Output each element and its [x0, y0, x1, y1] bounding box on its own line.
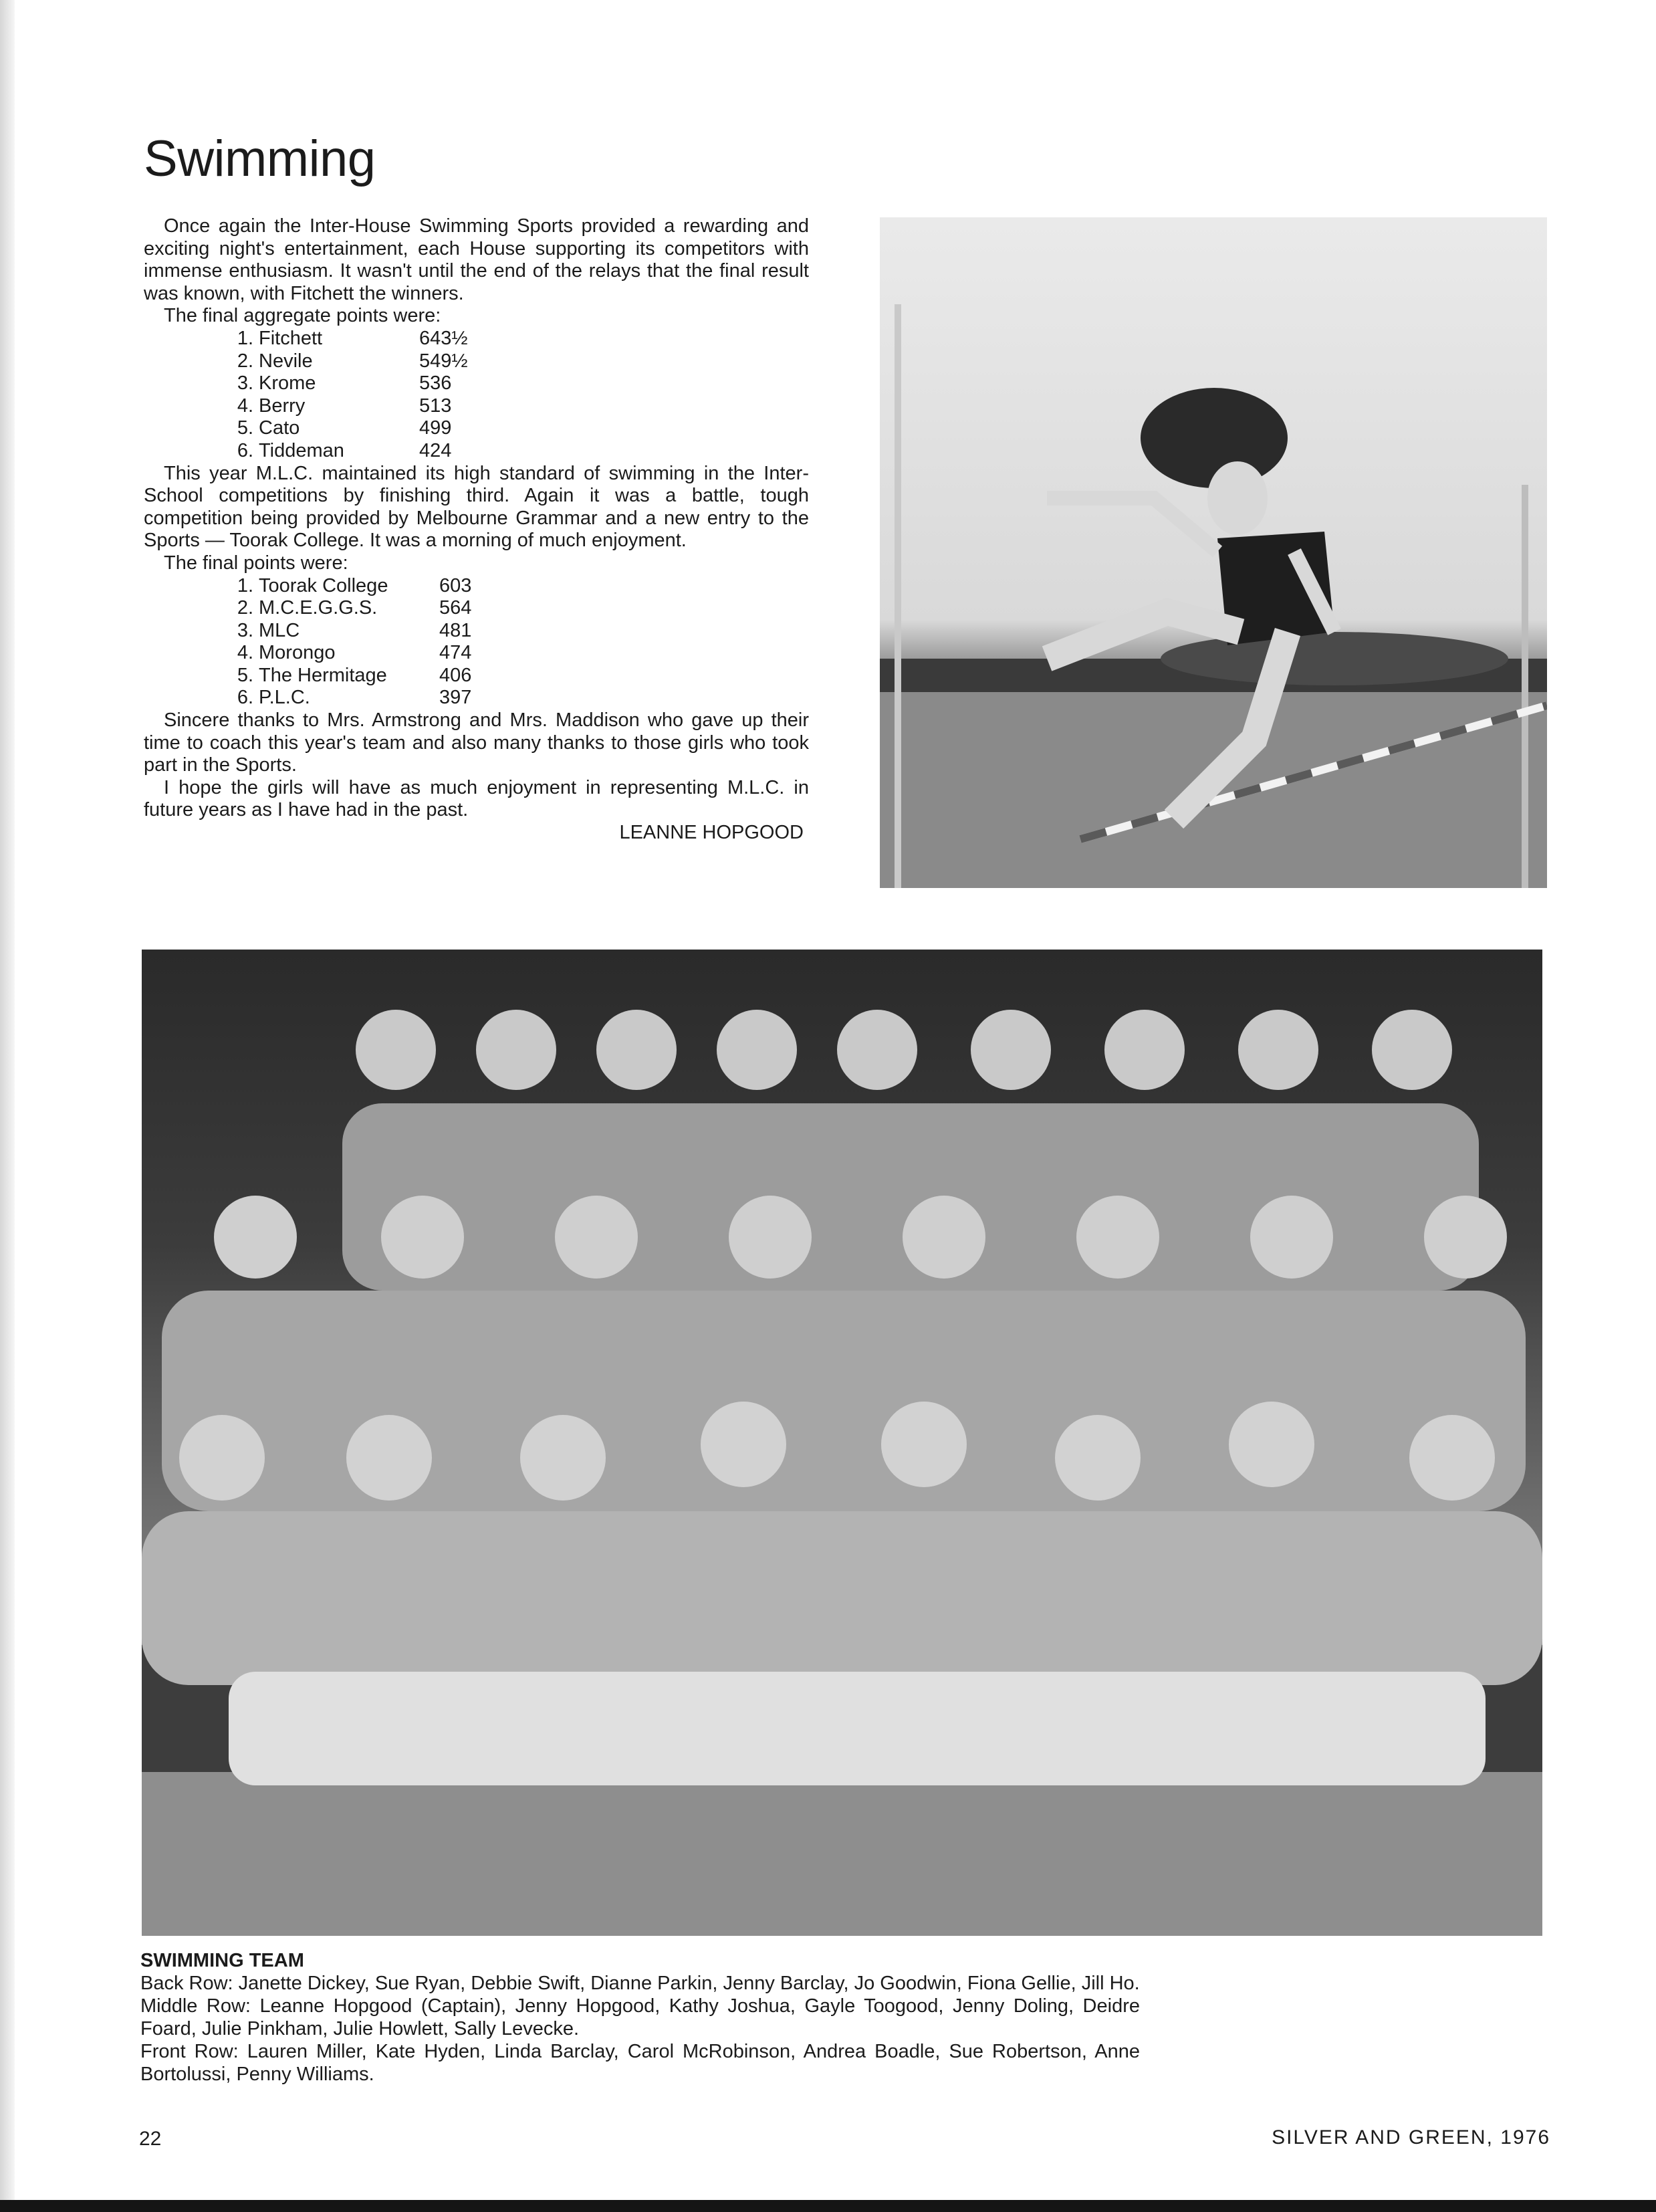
aggregate-intro: The final aggregate points were: [164, 305, 441, 327]
list-item: 5. Cato 499 [237, 417, 452, 439]
article-paragraph-4: I hope the girls will have as much enjoyment in representing M.L.C. in future years as I have had in the past. [144, 776, 809, 821]
list-item: 4. Berry 513 [237, 395, 452, 417]
swimming-team-photo [142, 950, 1542, 1936]
caption-middle-row: Middle Row: Leanne Hopgood (Captain), Jenny Hopgood, Kathy Joshua, Gayle Toogood, Jenny Doling, Deidre Foard, Julie Pinkham, Julie Howlett, Sally Levecke. [140, 1995, 1140, 2039]
house-results-list [144, 328, 809, 463]
article-paragraph-3: Sincere thanks to Mrs. Armstrong and Mrs. Maddison who gave up their time to coach this year's team and also many thanks to those girls who took part in the Sports. [144, 709, 809, 776]
list-item: 2. Nevile 549½ [237, 350, 468, 372]
list-item: 5. The Hermitage 406 [237, 664, 472, 686]
list-item: 4. Morongo 474 [237, 642, 472, 664]
page-title: Swimming [144, 130, 376, 187]
page-number: 22 [139, 2128, 162, 2150]
running-footer: SILVER AND GREEN, 1976 [1272, 2126, 1550, 2148]
author-signature: LEANNE HOPGOOD [619, 822, 804, 844]
caption-heading: SWIMMING TEAM [140, 1950, 304, 1971]
article-paragraph-2: This year M.L.C. maintained its high standard of swimming in the Inter-School competitions by finishing third. Again it was a battle, tough competition being provided by Melbourne Grammar and a new entry to the Sports — Toorak College. It was a morning of much enjoyment. [144, 462, 809, 552]
scan-bottom-edge [0, 2200, 1656, 2212]
school-results-list [144, 575, 809, 710]
caption-front-row: Front Row: Lauren Miller, Kate Hyden, Linda Barclay, Carol McRobinson, Andrea Boadle, Sue Robertson, Anne Bortolussi, Penny Williams. [140, 2041, 1140, 2085]
list-item: 6. Tiddeman 424 [237, 439, 452, 461]
article-body [144, 215, 809, 845]
article-paragraph-1: Once again the Inter-House Swimming Sports provided a rewarding and exciting night's entertainment, each House supporting its competitors with immense enthusiasm. It wasn't until the end of the relays that the final result was known, with Fitchett the winners. [144, 215, 809, 304]
list-item: 3. Krome 536 [237, 372, 452, 395]
list-item: 1. Toorak College 603 [237, 574, 472, 596]
list-item: 6. P.L.C. 397 [237, 687, 472, 709]
final-points-intro: The final points were: [164, 552, 348, 574]
caption-back-row: Back Row: Janette Dickey, Sue Ryan, Debbie Swift, Dianne Parkin, Jenny Barclay, Jo Goodwin, Fiona Gellie, Jill Ho. [140, 1973, 1140, 1994]
list-item: 2. M.C.E.G.G.S. 564 [237, 597, 472, 619]
high-jump-photo [880, 217, 1547, 888]
team-caption [140, 1949, 1140, 2086]
list-item: 3. MLC 481 [237, 619, 472, 641]
page-spine-shadow [0, 0, 15, 2212]
list-item: 1. Fitchett 643½ [237, 327, 468, 349]
